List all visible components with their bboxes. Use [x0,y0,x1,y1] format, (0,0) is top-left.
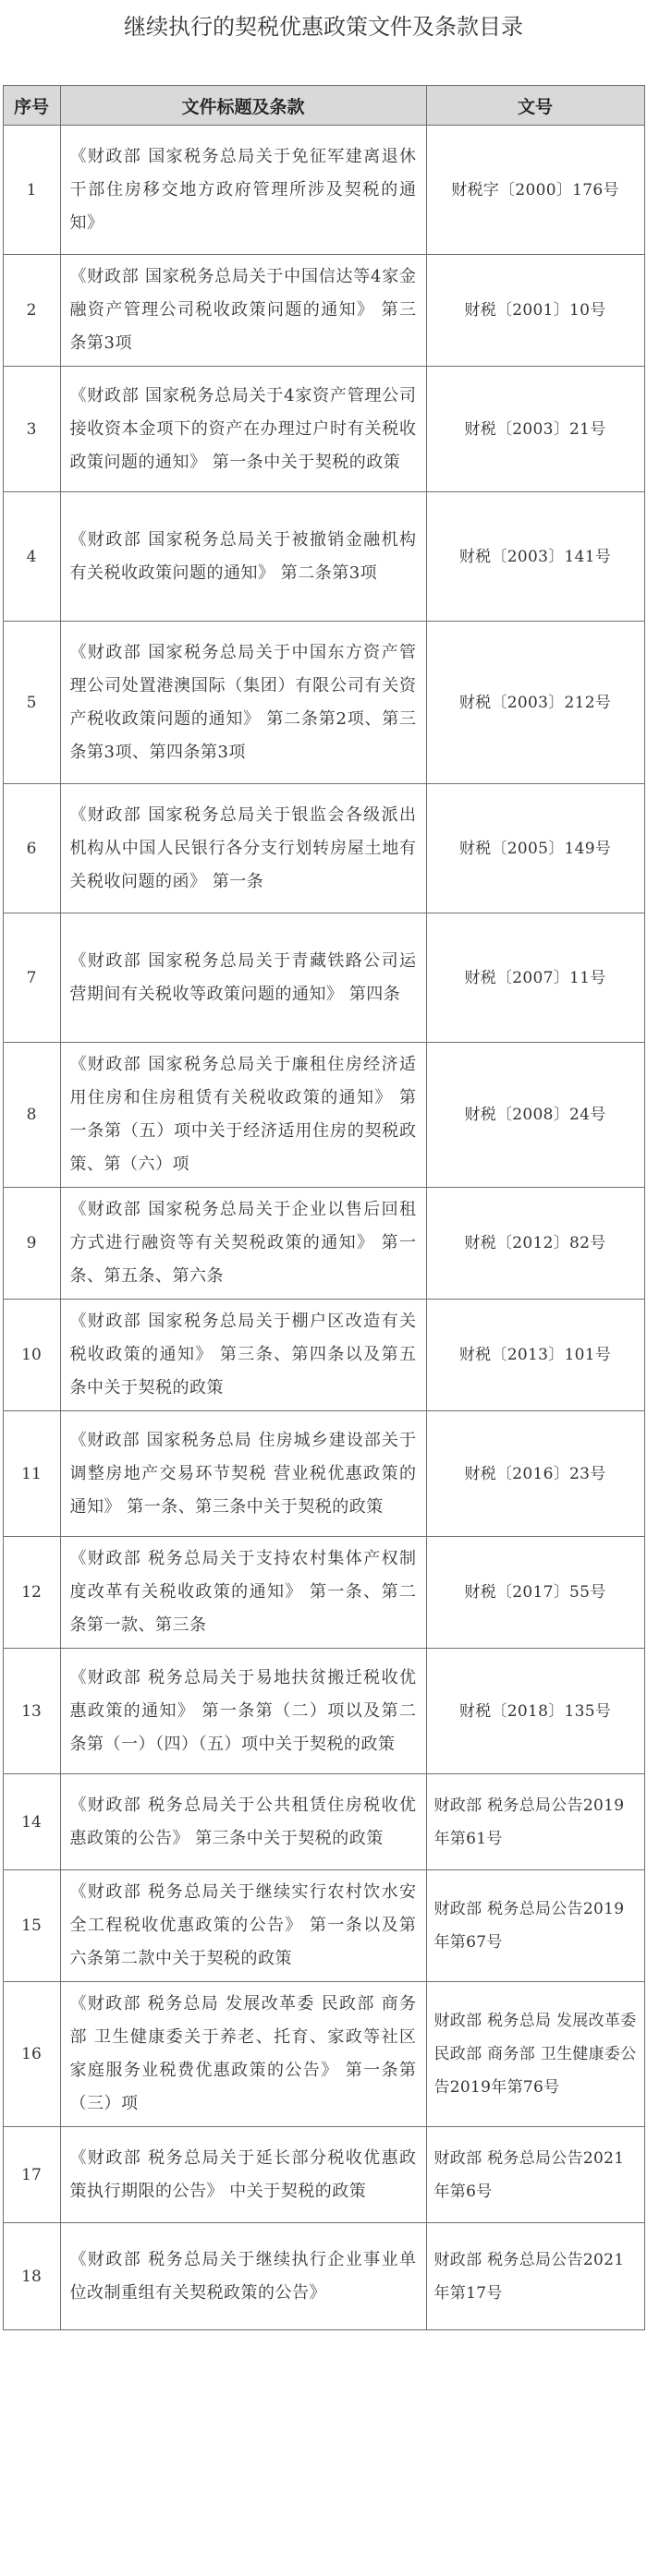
table-row [3,1411,644,1537]
row-document-title: 《财政部 税务总局关于支持农村集体产权制度改革有关税收政策的通知》 第一条、第二条第一款、第三条 [60,1537,426,1649]
row-number: 6 [3,784,60,913]
table-row [3,1982,644,2127]
table-row [3,1043,644,1188]
row-document-number: 财税〔2005〕149号 [426,784,644,913]
row-number: 10 [3,1300,60,1411]
row-document-title: 《财政部 税务总局关于易地扶贫搬迁税收优惠政策的通知》 第一条第（二）项以及第二条第（一）（四）（五）项中关于契税的政策 [60,1649,426,1774]
row-document-title: 《财政部 国家税务总局关于廉租住房经济适用住房和住房租赁有关税收政策的通知》 第一条第（五）项中关于经济适用住房的契税政策、第（六）项 [60,1043,426,1188]
row-number: 15 [3,1870,60,1982]
row-document-number: 财税〔2007〕11号 [426,913,644,1043]
row-document-number: 财政部 税务总局 发展改革委 民政部 商务部 卫生健康委公告2019年第76号 [426,1982,644,2127]
row-document-number: 财税〔2003〕141号 [426,492,644,622]
row-document-number: 财税字〔2000〕176号 [426,126,644,255]
row-number: 13 [3,1649,60,1774]
row-document-title: 《财政部 国家税务总局关于中国东方资产管理公司处置港澳国际（集团）有限公司有关资产税收政策问题的通知》 第二条第2项、第三条第3项、第四条第3项 [60,622,426,784]
row-number: 9 [3,1188,60,1300]
table-row [3,1188,644,1300]
row-document-number: 财税〔2001〕10号 [426,255,644,367]
row-number: 16 [3,1982,60,2127]
row-document-title: 《财政部 税务总局关于公共租赁住房税收优惠政策的公告》 第三条中关于契税的政策 [60,1774,426,1870]
table-row [3,1537,644,1649]
header-title: 文件标题及条款 [60,86,426,126]
row-number: 2 [3,255,60,367]
row-document-number: 财税〔2003〕212号 [426,622,644,784]
table-row [3,913,644,1043]
row-document-title: 《财政部 国家税务总局关于企业以售后回租方式进行融资等有关契税政策的通知》 第一条、第五条、第六条 [60,1188,426,1300]
row-number: 12 [3,1537,60,1649]
row-document-number: 财税〔2012〕82号 [426,1188,644,1300]
row-number: 7 [3,913,60,1043]
row-number: 4 [3,492,60,622]
row-document-number: 财政部 税务总局公告2021年第6号 [426,2127,644,2223]
table-row [3,1870,644,1982]
row-document-title: 《财政部 国家税务总局关于棚户区改造有关税收政策的通知》 第三条、第四条以及第五条中关于契税的政策 [60,1300,426,1411]
row-number: 11 [3,1411,60,1537]
row-number: 18 [3,2223,60,2330]
row-document-title: 《财政部 国家税务总局关于银监会各级派出机构从中国人民银行各分支行划转房屋土地有关税收问题的函》 第一条 [60,784,426,913]
row-document-number: 财税〔2017〕55号 [426,1537,644,1649]
table-row [3,255,644,367]
table-row [3,622,644,784]
row-document-number: 财政部 税务总局公告2019年第67号 [426,1870,644,1982]
row-document-number: 财政部 税务总局公告2019年第61号 [426,1774,644,1870]
table-row [3,1774,644,1870]
row-number: 8 [3,1043,60,1188]
row-document-title: 《财政部 国家税务总局关于免征军建离退休干部住房移交地方政府管理所涉及契税的通知》 [60,126,426,255]
policy-catalog-table [3,85,645,2330]
row-number: 17 [3,2127,60,2223]
table-row [3,784,644,913]
row-document-title: 《财政部 国家税务总局关于被撤销金融机构有关税收政策问题的通知》 第二条第3项 [60,492,426,622]
table-row [3,2127,644,2223]
table-row [3,1649,644,1774]
row-document-title: 《财政部 税务总局关于继续执行企业事业单位改制重组有关契税政策的公告》 [60,2223,426,2330]
row-document-number: 财政部 税务总局公告2021年第17号 [426,2223,644,2330]
table-row [3,367,644,492]
row-number: 5 [3,622,60,784]
row-document-title: 《财政部 税务总局关于继续实行农村饮水安全工程税收优惠政策的公告》 第一条以及第六条第二款中关于契税的政策 [60,1870,426,1982]
row-document-title: 《财政部 国家税务总局关于中国信达等4家金融资产管理公司税收政策问题的通知》 第三条第3项 [60,255,426,367]
row-document-title: 《财政部 税务总局关于延长部分税收优惠政策执行期限的公告》 中关于契税的政策 [60,2127,426,2223]
row-document-number: 财税〔2008〕24号 [426,1043,644,1188]
row-document-number: 财税〔2013〕101号 [426,1300,644,1411]
row-document-number: 财税〔2016〕23号 [426,1411,644,1537]
table-body [3,126,644,2330]
table-row [3,492,644,622]
row-number: 3 [3,367,60,492]
row-document-title: 《财政部 国家税务总局关于青藏铁路公司运营期间有关税收等政策问题的通知》 第四条 [60,913,426,1043]
header-no: 序号 [3,86,60,126]
table-row [3,126,644,255]
row-number: 1 [3,126,60,255]
header-doc: 文号 [426,86,644,126]
row-document-number: 财税〔2018〕135号 [426,1649,644,1774]
table-row [3,1300,644,1411]
row-document-number: 财税〔2003〕21号 [426,367,644,492]
row-document-title: 《财政部 税务总局 发展改革委 民政部 商务部 卫生健康委关于养老、托育、家政等社区家庭服务业税费优惠政策的公告》 第一条第（三）项 [60,1982,426,2127]
row-number: 14 [3,1774,60,1870]
table-row [3,2223,644,2330]
document-title: 继续执行的契税优惠政策文件及条款目录 [124,14,523,40]
row-document-title: 《财政部 国家税务总局 住房城乡建设部关于调整房地产交易环节契税 营业税优惠政策的通知》 第一条、第三条中关于契税的政策 [60,1411,426,1537]
table-header-row [3,86,644,126]
row-document-title: 《财政部 国家税务总局关于4家资产管理公司接收资本金项下的资产在办理过户时有关税收政策问题的通知》 第一条中关于契税的政策 [60,367,426,492]
